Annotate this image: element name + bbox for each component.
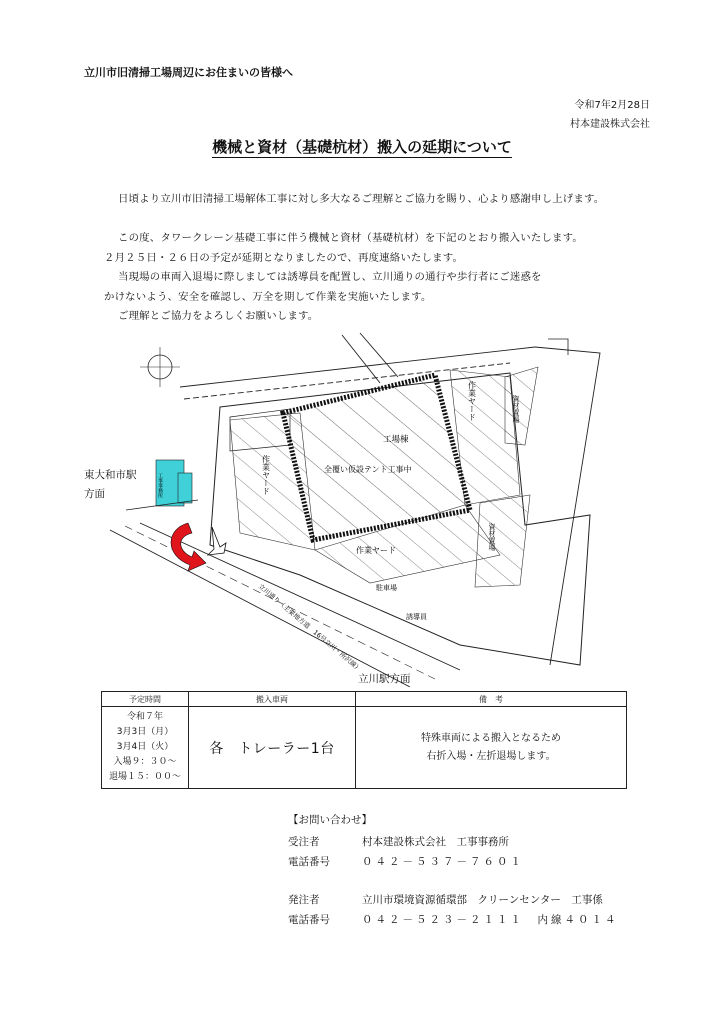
client-tel-label: 電話番号 [288,914,330,926]
time-line: 入場９：３０～ [113,757,177,767]
paragraph-2a: この度、タワークレーン基礎工事に伴う機械と資材（基礎杭材）を下記のとおり搬入いたします。 [118,232,583,244]
time-line: 3月3日（月） [116,727,174,737]
time-line: 令和７年 [126,712,163,722]
paragraph-3b: かけないよう、安全を確認し、万全を期して作業を実施いたします。 [104,291,432,303]
contractor-tel-label: 電話番号 [288,856,330,868]
schedule-table [101,691,627,789]
paragraph-1: 日頃より立川市旧清掃工場解体工事に対し多大なるご理解とご協力を賜り、心より感謝申し上げます。 [118,193,605,205]
client-label: 発注者 [288,894,320,906]
header-time: 予定時間 [102,692,189,707]
client-tel: ０４２－５２３－２１１１ 内線４０１４ [362,914,619,926]
office-label: 工事事務所 [157,473,163,498]
table-row [102,707,627,789]
time-line: 退場１５：００～ [108,772,181,782]
issue-date: 令和7年2月28日 [574,100,650,111]
contractor-label: 受注者 [288,836,320,848]
site-map [80,325,640,687]
guard-label: 誘導員 [406,613,427,621]
sender-company: 村本建設株式会社 [570,119,650,130]
paragraph-2b: ２月２５日・２６日の予定が延期となりましたので、再度連絡いたします。 [104,252,464,264]
map-caption: 立川駅方面 [358,673,411,685]
tent-label: 全覆い仮設テント工事中 [324,465,412,474]
work-yard-vertical-2: 作業ヤード [467,381,477,421]
entry-arrow-icon [171,523,226,571]
paragraph-4: ご理解とご協力をよろしくお願いします。 [118,310,319,322]
material-yard-label-1: 資材置場 [512,395,520,423]
contact-heading: 【お問い合わせ】 [288,814,372,826]
map-direction-label-2: 方面 [84,488,105,500]
work-yard-vertical-1: 作業ヤード [261,455,271,495]
notes-cell [356,707,627,789]
note-line: 右折入場・左折退場します。 [426,750,556,762]
header-vehicle: 搬入車両 [189,692,356,707]
vehicle-cell: 各 トレーラー1台 [189,707,356,789]
page-title [0,136,724,157]
parking-label: 駐車場 [376,584,397,592]
date-block [570,96,650,134]
contractor-name: 村本建設株式会社 工事事務所 [362,836,509,848]
paragraph-3a: 当現場の車両入退場に際しましては誘導員を配置し、立川通りの通行や歩行者にご迷惑を [118,271,542,283]
note-line: 特殊車両による搬入となるため [421,732,561,744]
north-arrow-icon [140,347,180,387]
addressee: 立川市旧清掃工場周辺にお住まいの皆様へ [84,66,293,79]
header-notes: 備 考 [356,692,627,707]
factory-label: 工場棟 [383,435,409,445]
contractor-tel: ０４２－５３７－７６０１ [362,856,524,868]
time-cell [102,707,189,789]
time-line: 3月4日（火） [116,742,174,752]
work-yard-label: 作業ヤード [356,546,396,555]
table-header-row [102,692,627,707]
road-label: 立川通り（主要地方道 16号立川・所沢線） [256,582,363,674]
material-yard-label-2: 資材置場 [488,523,496,551]
map-direction-label-1: 東大和市駅 [84,469,137,481]
title-text: 機械と資材（基礎杭材）搬入の延期について [212,138,512,156]
client-name: 立川市環境資源循環部 クリーンセンター 工事係 [362,894,603,906]
